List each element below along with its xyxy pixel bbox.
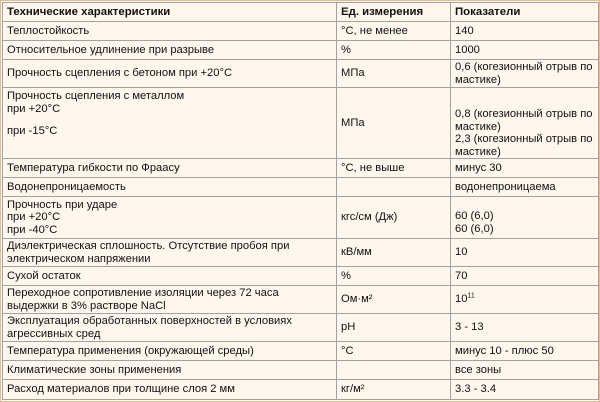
- table-row: [3, 41, 599, 60]
- table-row: [3, 286, 599, 314]
- row-unit: кг/м²: [337, 380, 451, 400]
- row-value: 0,6 (когезионный отрыв по мастике): [451, 60, 599, 88]
- row-value: минус 30: [451, 159, 599, 178]
- property-condition-1: при +20°С: [7, 102, 61, 115]
- row-property: Температура применения (окружающей среды): [3, 342, 337, 361]
- row-value: все зоны: [451, 361, 599, 380]
- table-row: [3, 60, 599, 88]
- row-value: 3 - 13: [451, 314, 599, 342]
- row-value: минус 10 - плюс 50: [451, 342, 599, 361]
- table-row: [3, 380, 599, 400]
- row-value: 140: [451, 22, 599, 41]
- row-unit: МПа: [337, 60, 451, 88]
- specs-table: [2, 2, 599, 400]
- property-condition-2: при -15°С: [7, 125, 58, 137]
- table-row: [3, 361, 599, 380]
- row-unit: %: [337, 267, 451, 286]
- row-unit: %: [337, 41, 451, 60]
- row-property: Переходное сопротивление изоляции через 72 часа выдержки в 3% растворе NaCl: [3, 286, 337, 314]
- value-condition-2: 2,3 (когезионный отрыв по мастике): [455, 133, 593, 158]
- value-condition-1: 0,8 (когезионный отрыв по мастике): [455, 108, 593, 133]
- row-unit: °С, не менее: [337, 22, 451, 41]
- header-value: Показатели: [451, 3, 599, 22]
- row-unit: °С, не выше: [337, 159, 451, 178]
- row-property: Прочность сцепления с бетоном при +20°С: [3, 60, 337, 88]
- row-property: Относительное удлинение при разрыве: [3, 41, 337, 60]
- row-value: водонепроницаема: [451, 178, 599, 197]
- table-row: [3, 197, 599, 239]
- table-row: [3, 88, 599, 159]
- value-exponent: 11: [467, 292, 475, 300]
- table-row: [3, 314, 599, 342]
- table-row: [3, 159, 599, 178]
- header-unit: Ед. измерения: [337, 3, 451, 22]
- table-row: [3, 267, 599, 286]
- row-unit: pH: [337, 314, 451, 342]
- row-property: Сухой остаток: [3, 267, 337, 286]
- row-unit: [337, 361, 451, 380]
- value-base: 10: [455, 293, 468, 306]
- property-title: Прочность сцепления с металлом: [7, 90, 185, 102]
- row-value: 1000: [451, 41, 599, 60]
- row-property: Диэлектрическая сплошность. Отсутствие пробоя при электрическом напряжении: [3, 239, 337, 267]
- row-value: 60 (6,0) 60 (6,0): [451, 197, 599, 239]
- row-property: Температура гибкости по Фраасу: [3, 159, 337, 178]
- row-value: [451, 286, 599, 314]
- row-unit: Ом·м²: [337, 286, 451, 314]
- row-value: 70: [451, 267, 599, 286]
- row-unit: кгс/см (Дж): [337, 197, 451, 239]
- row-unit: МПа: [337, 88, 451, 159]
- table-row: [3, 239, 599, 267]
- row-value: [451, 88, 599, 159]
- row-property: Эксплуатация обработанных поверхностей в условиях агрессивных сред: [3, 314, 337, 342]
- header-characteristics: Технические характеристики: [3, 3, 337, 22]
- table-row: [3, 22, 599, 41]
- row-property: Прочность при ударе при +20°С при -40°С: [3, 197, 337, 239]
- row-property: Расход материалов при толщине слоя 2 мм: [3, 380, 337, 400]
- row-value: 3.3 - 3.4: [451, 380, 599, 400]
- row-property: Теплостойкость: [3, 22, 337, 41]
- table-header-row: [3, 3, 599, 22]
- row-unit: °С: [337, 342, 451, 361]
- table-row: [3, 342, 599, 361]
- row-property: Климатические зоны применения: [3, 361, 337, 380]
- table-row: [3, 178, 599, 197]
- row-property: [3, 88, 337, 159]
- row-property: Водонепроницаемость: [3, 178, 337, 197]
- row-unit: кВ/мм: [337, 239, 451, 267]
- row-value: 10: [451, 239, 599, 267]
- row-unit: [337, 178, 451, 197]
